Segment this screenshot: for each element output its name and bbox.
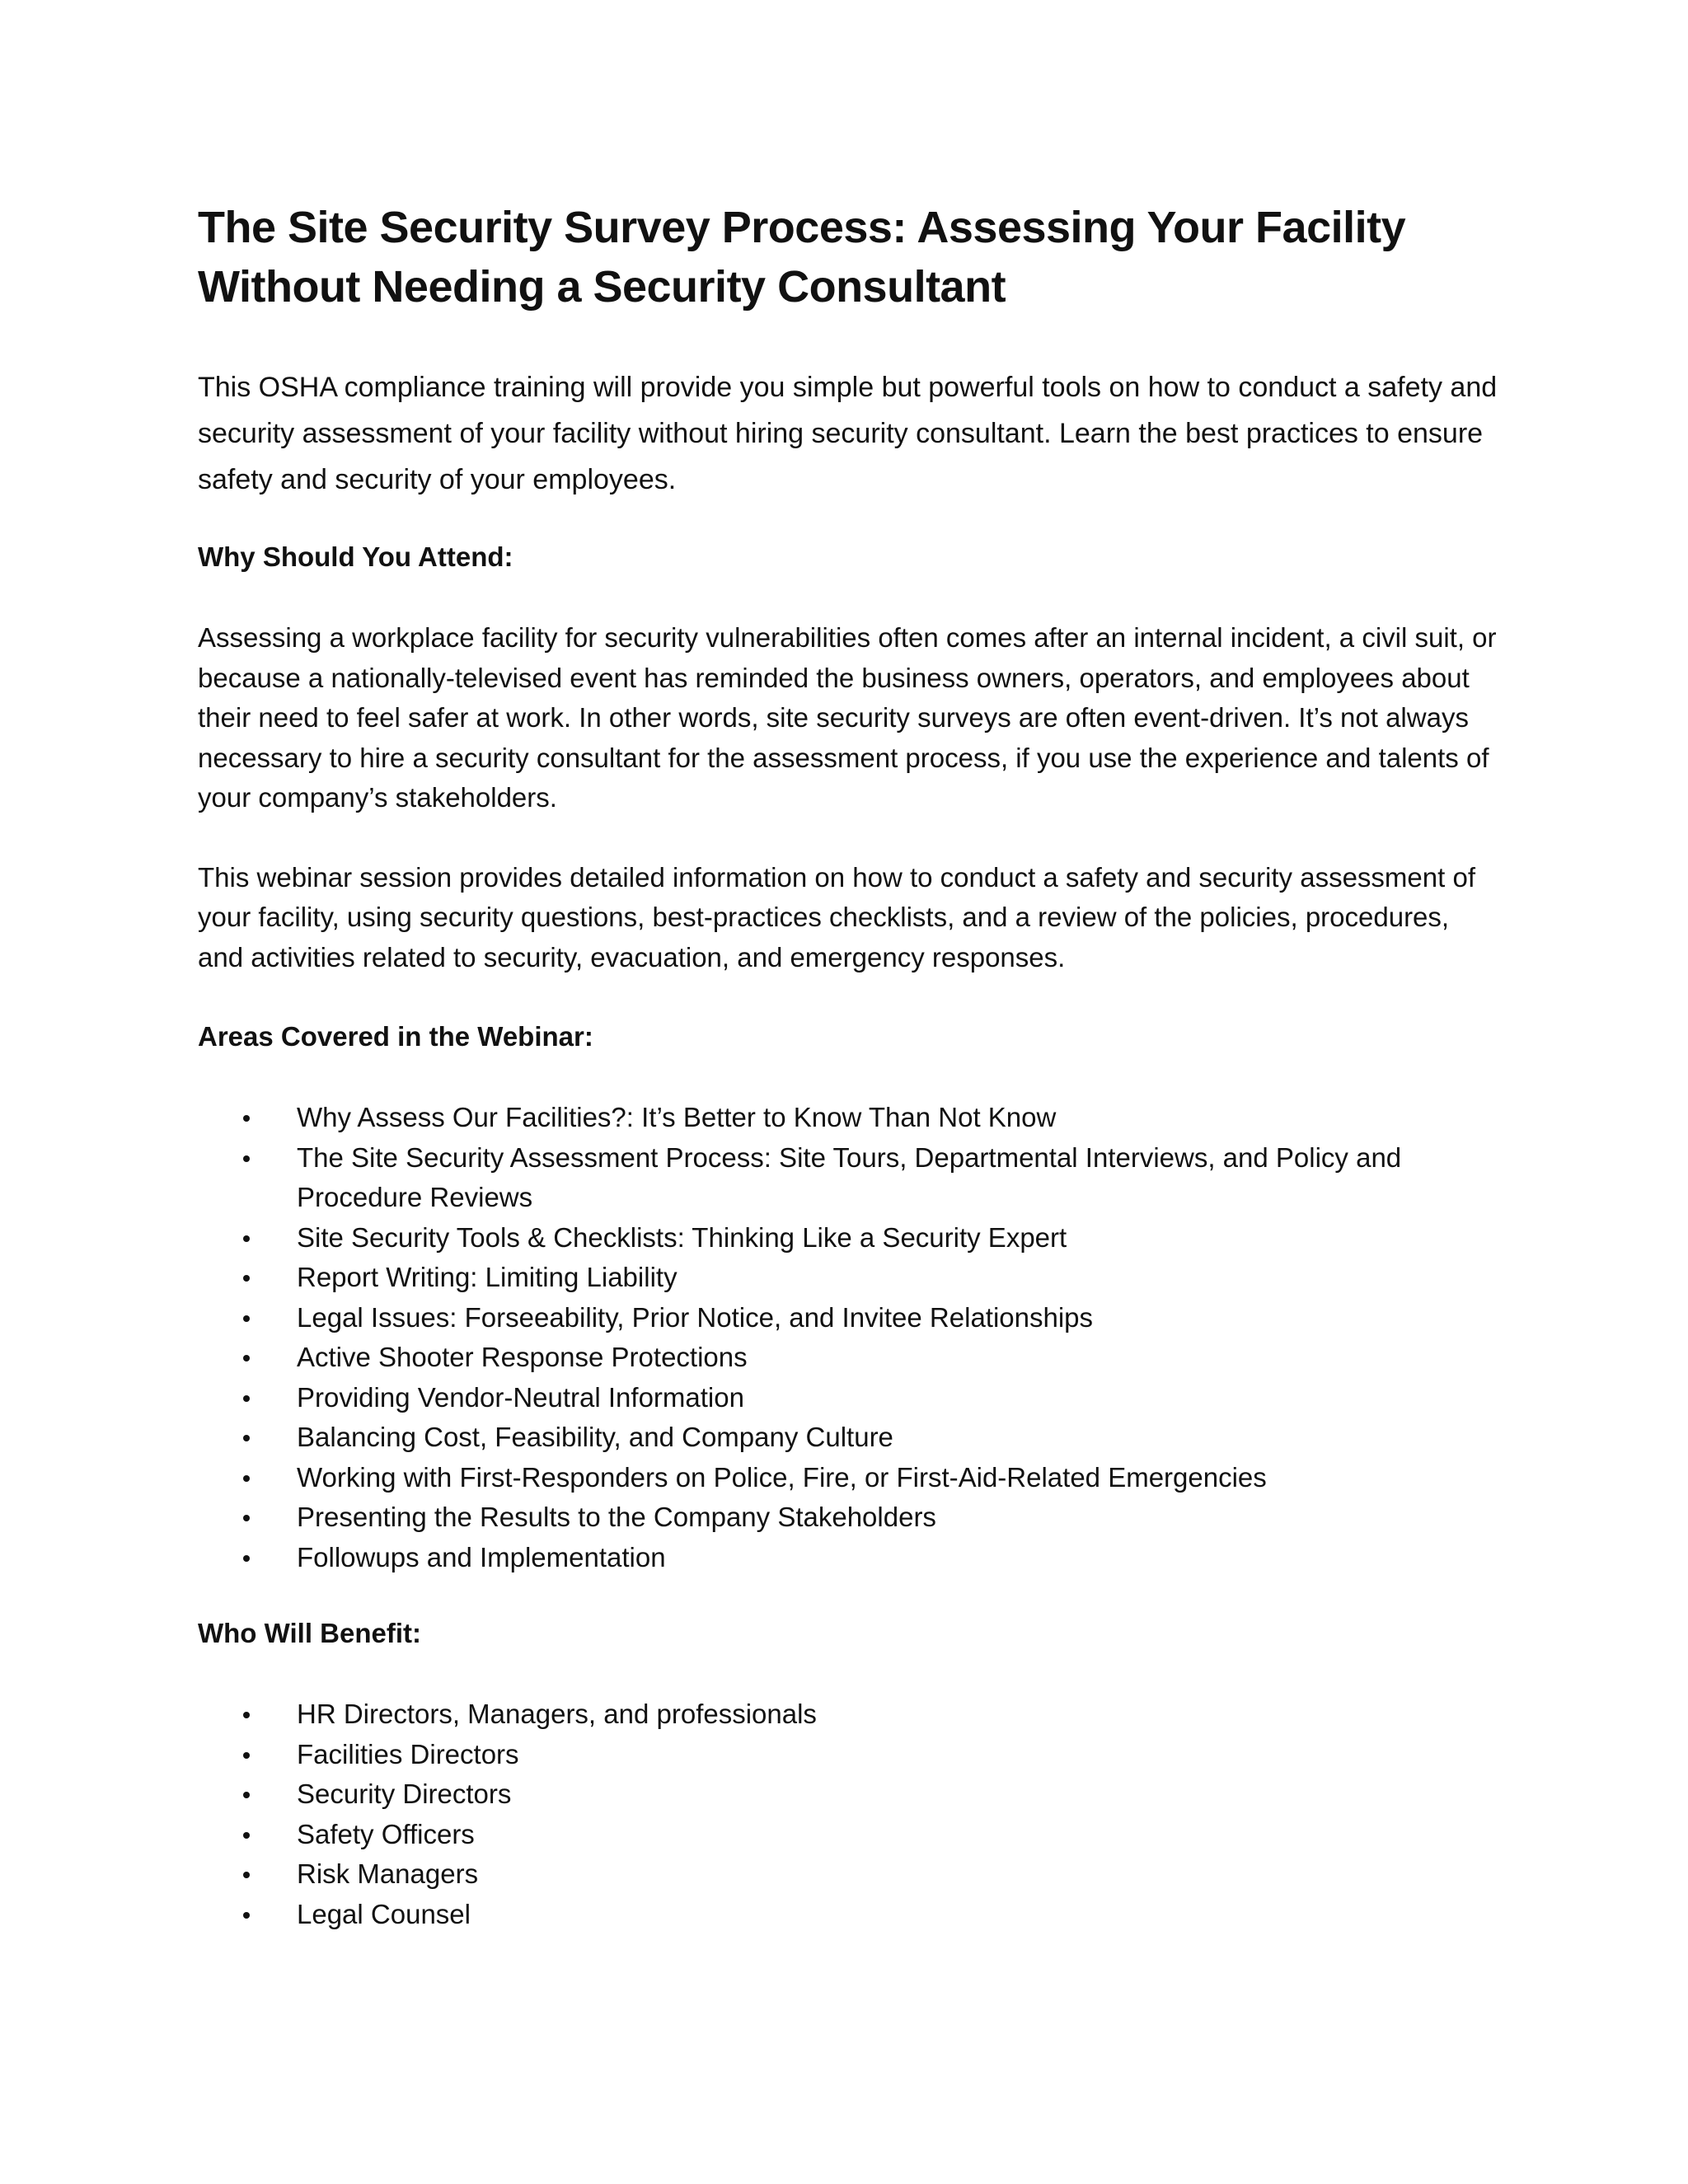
list-item: Working with First-Responders on Police, Fire, or First-Aid-Related Emergencies: [198, 1458, 1500, 1498]
list-item: Followups and Implementation: [198, 1538, 1500, 1578]
title-line-2: Without Needing a Security Consultant: [198, 262, 1006, 312]
list-item: Legal Issues: Forseeability, Prior Notice, and Invitee Relationships: [198, 1298, 1500, 1338]
areas-covered-list: [198, 1098, 1500, 1577]
bullet-icon: [243, 1315, 250, 1322]
intro-paragraph: This OSHA compliance training will provide you simple but powerful tools on how to conduct a safety and security assessment of your facility without hiring security consultant. Learn the best practices to ensure safety and security of your employees.: [198, 372, 1498, 495]
list-item: Report Writing: Limiting Liability: [198, 1258, 1500, 1298]
bullet-icon: [243, 1395, 250, 1402]
who-will-benefit-list: [198, 1694, 1500, 1934]
bullet-icon: [243, 1275, 250, 1282]
bullet-icon: [243, 1752, 250, 1759]
list-item: Balancing Cost, Feasibility, and Company Culture: [198, 1418, 1500, 1458]
title-line-1: The Site Security Survey Process: Assessing Your Facility: [198, 203, 1406, 252]
bullet-icon: [243, 1792, 250, 1798]
bullet-icon: [243, 1355, 250, 1361]
list-item: Site Security Tools & Checklists: Thinking Like a Security Expert: [198, 1218, 1500, 1258]
who-will-benefit-heading: Who Will Benefit:: [198, 1618, 421, 1648]
why-attend-paragraph-1: Assessing a workplace facility for security vulnerabilities often comes after an internal incident, a civil suit, or because a nationally-televised event has reminded the business owners, operators, and employees about their need to feel safer at work. In other words, site security surveys are often event-driven. It’s not always necessary to hire a security consultant for the assessment process, if you use the experience and talents of your company’s stakeholders.: [198, 622, 1497, 813]
bullet-icon: [243, 1115, 250, 1122]
list-item: Risk Managers: [198, 1854, 1500, 1895]
bullet-icon: [243, 1155, 250, 1162]
bullet-icon: [243, 1555, 250, 1562]
list-item: HR Directors, Managers, and professionals: [198, 1694, 1500, 1735]
why-attend-heading: Why Should You Attend:: [198, 541, 513, 572]
bullet-icon: [243, 1912, 250, 1919]
list-item: Why Assess Our Facilities?: It’s Better to Know Than Not Know: [198, 1098, 1500, 1138]
document-title: [198, 198, 1500, 316]
list-item: Active Shooter Response Protections: [198, 1338, 1500, 1378]
bullet-icon: [243, 1435, 250, 1441]
list-item: Providing Vendor-Neutral Information: [198, 1378, 1500, 1418]
list-item: Security Directors: [198, 1774, 1500, 1815]
why-attend-paragraph-2: This webinar session provides detailed information on how to conduct a safety and security assessment of your facility, using security questions, best-practices checklists, and a review of the policies, procedures, and activities related to security, evacuation, and emergency responses.: [198, 861, 1475, 972]
list-item: Safety Officers: [198, 1815, 1500, 1855]
areas-covered-heading: Areas Covered in the Webinar:: [198, 1021, 593, 1052]
bullet-icon: [243, 1475, 250, 1482]
bullet-icon: [243, 1872, 250, 1878]
bullet-icon: [243, 1235, 250, 1242]
list-item: Presenting the Results to the Company Stakeholders: [198, 1497, 1500, 1538]
list-item: Facilities Directors: [198, 1735, 1500, 1775]
bullet-icon: [243, 1712, 250, 1718]
document-page: [198, 198, 1500, 1971]
bullet-icon: [243, 1832, 250, 1839]
list-item: The Site Security Assessment Process: Site Tours, Departmental Interviews, and Policy and Procedure Reviews: [198, 1138, 1500, 1218]
list-item: Legal Counsel: [198, 1895, 1500, 1935]
bullet-icon: [243, 1515, 250, 1521]
